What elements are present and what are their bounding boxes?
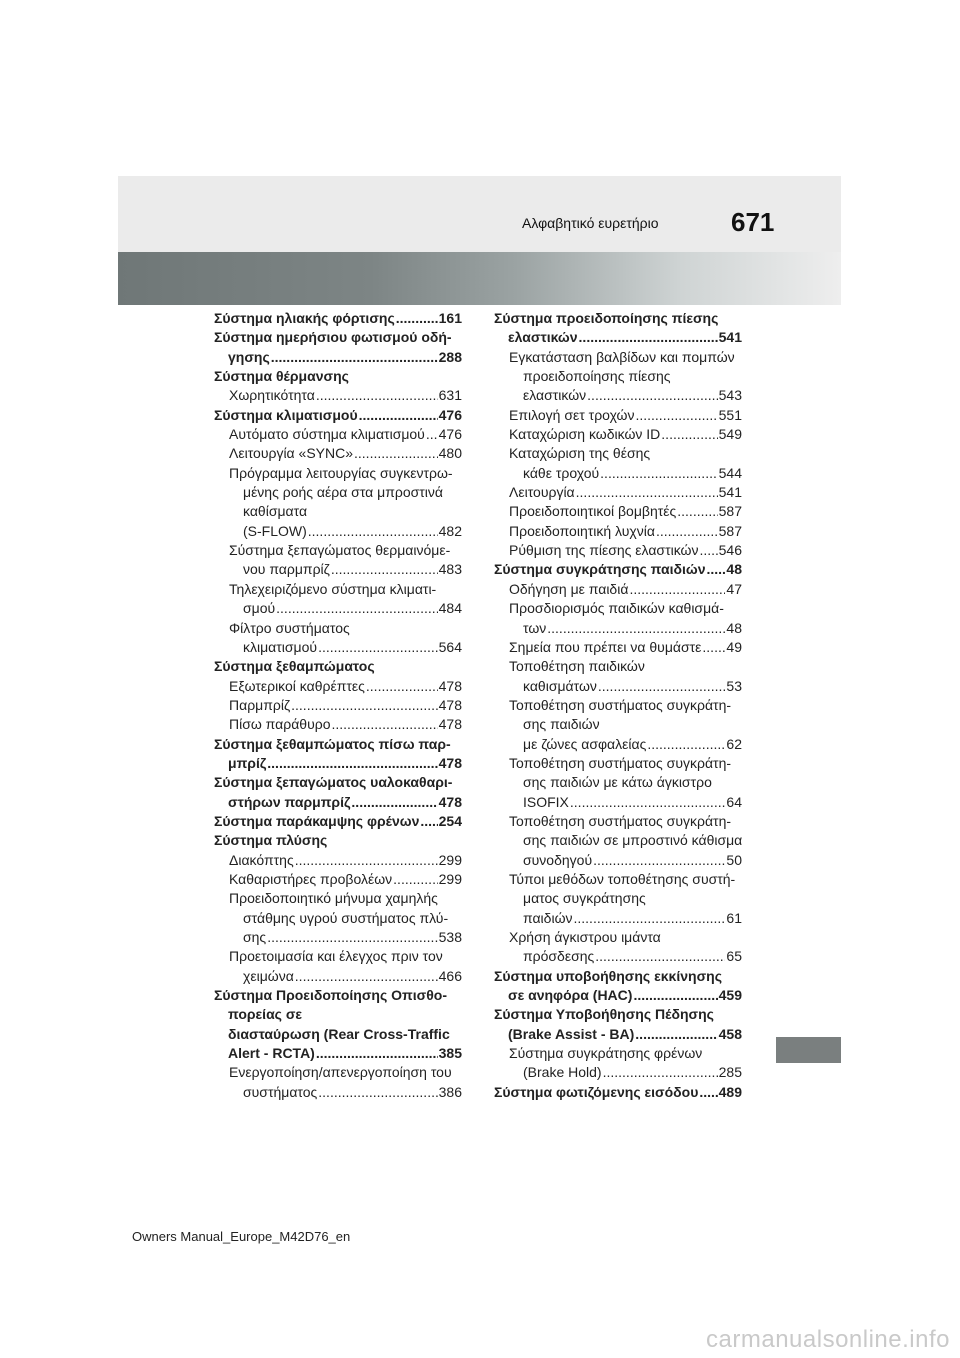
dot-leader [354,444,438,463]
index-entry-text: Καταχώριση της θέσης [509,445,651,462]
index-entry-text: σμού [243,600,276,617]
index-page-ref: 53 [726,677,742,694]
index-entry [494,483,742,502]
index-page-ref: 587 [718,503,742,520]
dot-leader [699,541,717,560]
index-page-ref: 478 [438,677,462,694]
index-entry-text: Χωρητικότητα [229,387,315,404]
index-entry-text: Καταχώριση κωδικών ID [509,426,661,443]
dot-leader [332,715,438,734]
index-page-ref: 64 [726,793,742,810]
index-page-ref: 48 [726,619,742,636]
index-entry-text: κλιματισμού [243,638,318,655]
section-title: Αλφαβητικό ευρετήριο [522,215,659,231]
dot-leader [661,425,717,444]
index-entry-text: Σύστημα κλιματισμού [214,406,358,423]
index-page-ref: 285 [718,1064,742,1081]
index-entry [214,367,462,386]
header-gradient-bar [118,252,841,305]
index-entry-text: Τοποθέτηση συστήματος συγκράτη- [509,754,732,771]
dot-leader [547,619,725,638]
index-page-ref: 484 [438,600,462,617]
index-entry-text: Εγκατάσταση βαλβίδων και πομπών [509,348,735,365]
index-entry-text: Τοποθέτηση συστήματος συγκράτη- [509,812,732,829]
index-entry-text: Τηλεχειριζόμενο σύστημα κλιματι- [229,580,437,597]
index-entry-text: Παρμπρίζ [229,696,291,713]
index-entry [214,773,462,812]
index-entry [214,464,462,541]
index-page-ref: 631 [438,387,462,404]
index-page-ref: 482 [438,522,462,539]
index-entry [494,928,742,967]
index-page-ref: 544 [718,464,742,481]
dot-leader [316,1044,438,1063]
index-entry [494,444,742,483]
index-entry-text: κάθε τροχού [523,464,600,481]
index-page-ref: 543 [718,387,742,404]
index-entry [214,851,462,870]
index-entry-text: Alert - RCTA) [228,1045,315,1062]
index-entry [494,657,742,696]
index-entry-text: Τοποθέτηση παιδικών [509,658,645,675]
index-entry-text: Πρόγραμμα λειτουργίας συγκεντρω- [229,464,453,481]
dot-leader [633,986,717,1005]
dot-leader [707,560,726,579]
index-entry [214,328,462,367]
index-entry-text: στήρων παρμπρίζ [228,793,351,810]
index-page-ref: 161 [438,310,462,326]
dot-leader [267,928,437,947]
index-page-ref: 478 [438,754,462,771]
dot-leader [426,425,438,444]
index-page-ref: 480 [438,445,462,462]
index-entry [494,309,742,348]
index-page-ref: 47 [726,580,742,597]
index-entry-text: Σύστημα υποβοήθησης εκκίνησης [494,967,722,984]
index-page-ref: 489 [718,1083,742,1100]
dot-leader [598,677,726,696]
index-entry-text: Ρύθμιση της πίεσης ελαστικών [509,542,699,559]
index-entry [494,406,742,425]
index-entry [214,889,462,947]
index-entry [214,677,462,696]
index-entry [214,309,462,328]
index-entry [214,406,462,425]
dot-leader [396,309,438,328]
index-entry-text: σης παιδιών [523,716,600,733]
dot-leader [603,1063,718,1082]
index-entry-text: σης παιδιών με κάτω άγκιστρο [523,774,712,791]
index-entry [214,696,462,715]
index-page-ref: 476 [438,406,462,423]
dot-leader [635,406,717,425]
index-entry [214,735,462,774]
dot-leader [291,696,438,715]
index-entry-text: Τοποθέτηση συστήματος συγκράτη- [509,696,732,713]
index-page-ref: 541 [718,484,742,501]
index-entry [494,1044,742,1083]
index-entry-text: Τύποι μεθόδων τοποθέτησης συστή- [509,870,736,887]
index-page-ref: 49 [726,638,742,655]
index-page-ref: 65 [726,948,742,965]
dot-leader [318,638,438,657]
dot-leader [331,560,438,579]
dot-leader [656,522,718,541]
index-entry-text: σης [243,929,267,945]
index-entry [494,425,742,444]
index-entry [214,444,462,463]
index-entry [494,580,742,599]
index-page-ref: 483 [438,561,462,578]
index-entry-text: στάθμης υγρού συστήματος πλύ- [243,909,449,926]
watermark: carmanualsonline.info [706,1326,950,1353]
index-entry-text: Προειδοποιητικό μήνυμα χαμηλής [229,890,438,907]
index-page-ref: 386 [438,1083,462,1100]
dot-leader [267,754,437,773]
index-entry [494,599,742,638]
index-entry-text: ελαστικών [523,387,587,404]
index-entry-text: (Brake Assist - BA) [508,1025,635,1042]
page-number: 671 [731,207,775,237]
index-column-right [494,309,742,1102]
index-entry [494,1005,742,1044]
index-page-ref: 288 [438,348,462,365]
index-entry-text: Σύστημα ηλιακής φόρτισης [214,310,395,326]
index-entry-text: συνοδηγού [523,851,593,868]
dot-leader [587,386,717,405]
dot-leader [366,677,438,696]
index-page-ref: 50 [726,851,742,868]
index-entry-text: Καθαριστήρες προβολέων [229,870,393,887]
index-entry-text: Σύστημα φωτιζόμενης εισόδου [494,1083,699,1100]
dot-leader [576,483,718,502]
index-entry-text: Σύστημα θέρμανσης [214,368,349,385]
index-entry [214,812,462,831]
index-page-ref: 62 [726,735,742,752]
index-entry-text: παιδιών [523,909,573,926]
index-entry [494,1083,742,1102]
index-entry [494,541,742,560]
section-thumb-tab [776,1037,841,1063]
index-entry-text: Επιλογή σετ τροχών [509,406,635,423]
index-entry-text: Σύστημα προειδοποίησης πίεσης [494,310,719,326]
index-entry [214,386,462,405]
index-entry-text: καθίσματα [243,503,308,520]
index-entry-text: Λειτουργία [509,484,575,501]
index-entry-text: Σύστημα ξεθαμπώματος [214,658,375,675]
index-entry-text: Διακόπτης [229,851,294,868]
index-entry-text: Εξωτερικοί καθρέπτες [229,677,365,694]
index-page-ref: 541 [718,329,742,346]
dot-leader [699,1083,717,1102]
dot-leader [420,812,437,831]
index-entry-text: Αυτόματο σύστημα κλιματισμού [229,426,425,443]
index-page-ref: 478 [438,696,462,713]
index-column-left [214,309,462,1102]
index-entry-text: νου παρμπρίζ [243,561,330,578]
index-entry-text: Σημεία που πρέπει να θυμάστε [509,638,702,655]
index-entry [494,502,742,521]
index-entry-text: Σύστημα πλύσης [214,832,328,849]
dot-leader [570,793,726,812]
index-entry [494,870,742,928]
index-page-ref: 476 [438,426,462,443]
index-entry-text: ISOFIX [523,793,569,810]
dot-leader [351,793,437,812]
index-entry [494,522,742,541]
index-page-ref: 466 [438,967,462,984]
dot-leader [595,947,725,966]
index-entry-text: (S-FLOW) [243,522,307,539]
dot-leader [677,502,717,521]
index-entry-text: προειδοποίησης πίεσης [523,368,671,385]
index-entry [494,967,742,1006]
index-entry-text: πορείας σε [228,1006,303,1023]
index-entry-text: Προετοιμασία και έλεγχος πριν τον [229,948,443,965]
index-page-ref: 546 [718,542,742,559]
index-entry-text: Σύστημα ξεθαμπώματος πίσω παρ- [214,735,451,752]
index-entry-text: σε ανηφόρα (HAC) [508,987,633,1004]
index-entry-text: Σύστημα παράκαμψης φρένων [214,812,420,829]
index-entry-text: (Brake Hold) [523,1064,602,1081]
index-page-ref: 385 [438,1045,462,1062]
dot-leader [295,851,438,870]
index-entry-text: καθισμάτων [523,677,597,694]
index-entry-text: Σύστημα Προειδοποίησης Οπισθο- [214,987,447,1004]
index-page-ref: 478 [438,716,462,733]
index-entry-text: ελαστικών [508,329,578,346]
index-entry-text: μένης ροής αέρα στα μπροστινά [243,484,443,501]
index-entry [494,696,742,754]
index-entry [494,560,742,579]
index-entry-text: Ενεργοποίηση/απενεργοποίηση του [229,1064,452,1081]
dot-leader [359,406,438,425]
index-entry-text: πρόσδεσης [523,948,595,965]
dot-leader [318,1083,437,1102]
index-entry [214,580,462,619]
index-entry [494,754,742,812]
index-page-ref: 299 [438,870,462,887]
index-entry-text: μπρίζ [228,754,267,771]
dot-leader [579,328,718,347]
index-entry-text: Πίσω παράθυρο [229,716,331,733]
dot-leader [316,386,438,405]
index-entry [214,715,462,734]
index-entry [214,619,462,658]
index-entry [214,986,462,1063]
index-entry-text: Σύστημα ξεπαγώματος υαλοκαθαρι- [214,774,453,791]
index-entry-text: Φίλτρο συστήματος [229,619,350,636]
index-entry-text: Προειδοποιητικοί βομβητές [509,503,677,520]
index-page-ref: 299 [438,851,462,868]
index-entry [214,1063,462,1102]
dot-leader [308,522,438,541]
dot-leader [276,599,437,618]
index-page-ref: 587 [718,522,742,539]
index-entry-text: χειμώνα [243,967,294,984]
index-entry-text: Οδήγηση με παιδιά [509,580,629,597]
dot-leader [295,967,438,986]
index-page-ref: 61 [726,909,742,926]
dot-leader [629,580,725,599]
index-page-ref: 538 [438,929,462,945]
index-page-ref: 254 [438,812,462,829]
index-entry-text: Σύστημα Υποβοήθησης Πέδησης [494,1006,714,1023]
index-entry [214,831,462,850]
index-entry-text: Λειτουργία «SYNC» [229,445,354,462]
index-entry-text: Σύστημα ημερήσιου φωτισμού οδή- [214,329,452,346]
index-entry [214,541,462,580]
index-entry [214,947,462,986]
index-entry-text: Χρήση άγκιστρου ιμάντα [509,929,661,945]
dot-leader [393,870,437,889]
index-entry-text: γησης [228,348,270,365]
index-entry-text: σης παιδιών σε μπροστινό κάθισμα [523,832,743,849]
dot-leader [647,735,725,754]
index-page-ref: 564 [438,638,462,655]
index-page-ref: 48 [726,561,742,578]
dot-leader [635,1025,717,1044]
index-entry-text: με ζώνες ασφαλείας [523,735,647,752]
index-entry-text: ματος συγκράτησης [523,890,646,907]
index-entry-text: Σύστημα ξεπαγώματος θερμαινόμε- [229,542,451,559]
dot-leader [702,638,725,657]
index-entry [494,812,742,870]
index-entry [494,638,742,657]
index-entry-text: των [523,619,547,636]
index-page-ref: 478 [438,793,462,810]
index-entry [494,348,742,406]
footer-manual-id: Owners Manual_Europe_M42D76_en [132,1229,351,1244]
index-entry [214,657,462,676]
index-entry-text: διασταύρωση (Rear Cross-Traffic [228,1025,450,1042]
index-entry [214,425,462,444]
index-page-ref: 551 [718,406,742,423]
dot-leader [593,851,725,870]
index-entry-text: Προειδοποιητική λυχνία [509,522,655,539]
index-entry-text: Προσδιορισμός παιδικών καθισμά- [509,600,724,617]
index-entry-text: συστήματος [243,1083,318,1100]
dot-leader [574,909,726,928]
dot-leader [271,348,438,367]
index-entry-text: Σύστημα συγκράτησης φρένων [509,1045,703,1062]
dot-leader [600,464,717,483]
index-page-ref: 459 [718,987,742,1004]
index-entry [214,870,462,889]
index-page-ref: 458 [718,1025,742,1042]
index-entry-text: Σύστημα συγκράτησης παιδιών [494,561,706,578]
index-page-ref: 549 [718,426,742,443]
